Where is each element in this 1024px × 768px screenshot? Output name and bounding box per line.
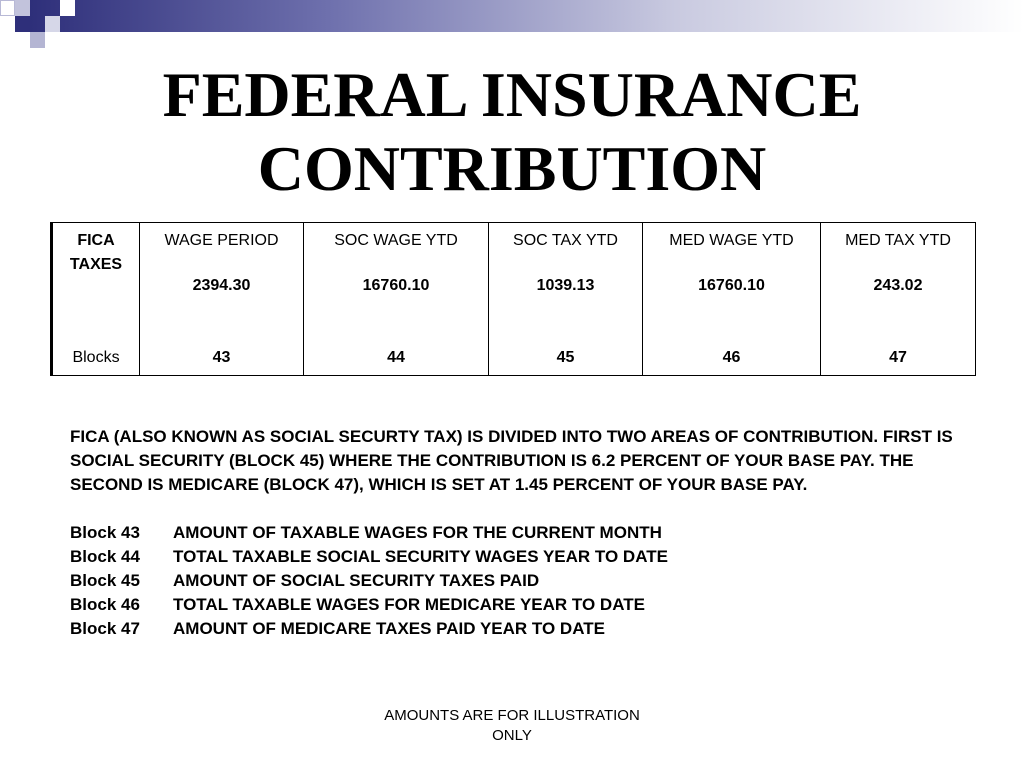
column-header: SOC TAX YTD [513, 232, 618, 249]
column-value: 16760.10 [698, 277, 765, 294]
blocks-label: Blocks [72, 349, 120, 366]
slide-title [0, 58, 1024, 206]
med-wage-ytd-cell [643, 223, 821, 376]
block-name: Block 47 [70, 619, 140, 638]
column-header: SOC WAGE YTD [334, 232, 458, 249]
soc-wage-ytd-cell [304, 223, 489, 376]
block-name: Block 45 [70, 571, 140, 590]
taxes-label: TAXES [69, 256, 123, 273]
illustration-note-line1: AMOUNTS ARE FOR ILLUSTRATION [384, 707, 640, 724]
fica-taxes-cell [52, 223, 140, 376]
header-gradient-bar [30, 0, 1024, 32]
description [70, 425, 980, 641]
header-square [60, 0, 75, 16]
med-tax-ytd-cell [821, 223, 976, 376]
list-item [70, 521, 980, 545]
list-item [70, 545, 980, 569]
block-description: AMOUNT OF TAXABLE WAGES FOR THE CURRENT MONTH [173, 523, 662, 542]
list-item [70, 593, 980, 617]
block-description: AMOUNT OF MEDICARE TAXES PAID YEAR TO DATE [173, 619, 605, 638]
column-header: MED WAGE YTD [669, 232, 794, 249]
block-number: 44 [387, 349, 405, 366]
block-number: 46 [722, 349, 741, 366]
soc-tax-ytd-cell [489, 223, 643, 376]
fica-label: FICA [77, 232, 115, 249]
slide-title-line1: FEDERAL INSURANCE [162, 59, 862, 130]
header-square [0, 0, 15, 16]
column-value: 2394.30 [192, 277, 251, 294]
block-number: 47 [889, 349, 907, 366]
illustration-note-line2: ONLY [492, 727, 532, 744]
block-description: AMOUNT OF SOCIAL SECURITY TAXES PAID [173, 571, 540, 590]
block-number: 45 [556, 349, 575, 366]
block-number: 43 [212, 349, 231, 366]
block-description: TOTAL TAXABLE SOCIAL SECURITY WAGES YEAR TO DATE [173, 547, 668, 566]
wage-period-cell [140, 223, 304, 376]
header-square [45, 16, 60, 32]
column-header: MED TAX YTD [845, 232, 951, 249]
header-square [15, 16, 30, 32]
list-item [70, 617, 980, 641]
block-name: Block 43 [70, 523, 140, 542]
fica-table [50, 222, 976, 376]
block-name: Block 44 [70, 547, 140, 566]
column-header: WAGE PERIOD [164, 232, 279, 249]
block-description: TOTAL TAXABLE WAGES FOR MEDICARE YEAR TO DATE [173, 595, 645, 614]
column-value: 16760.10 [362, 277, 430, 294]
header-square [15, 0, 30, 16]
list-item [70, 569, 980, 593]
column-value: 243.02 [873, 277, 923, 294]
column-value: 1039.13 [536, 277, 595, 294]
illustration-note [362, 706, 662, 746]
block-list [70, 521, 980, 641]
block-name: Block 46 [70, 595, 140, 614]
fica-explanation: FICA (ALSO KNOWN AS SOCIAL SECURTY TAX) IS DIVIDED INTO TWO AREAS OF CONTRIBUTION. FIRST IS SOCIAL SECURITY (BLOCK 45) WHERE THE CONTRIBUTION IS 6.2 PERCENT OF YOUR BASE PAY. THE SECOND IS MEDICARE (BLOCK 47), WHICH IS SET AT 1.45 PERCENT OF YOUR BASE PAY. [70, 427, 953, 494]
header-square [30, 32, 45, 48]
slide-title-line2: CONTRIBUTION [257, 133, 767, 204]
